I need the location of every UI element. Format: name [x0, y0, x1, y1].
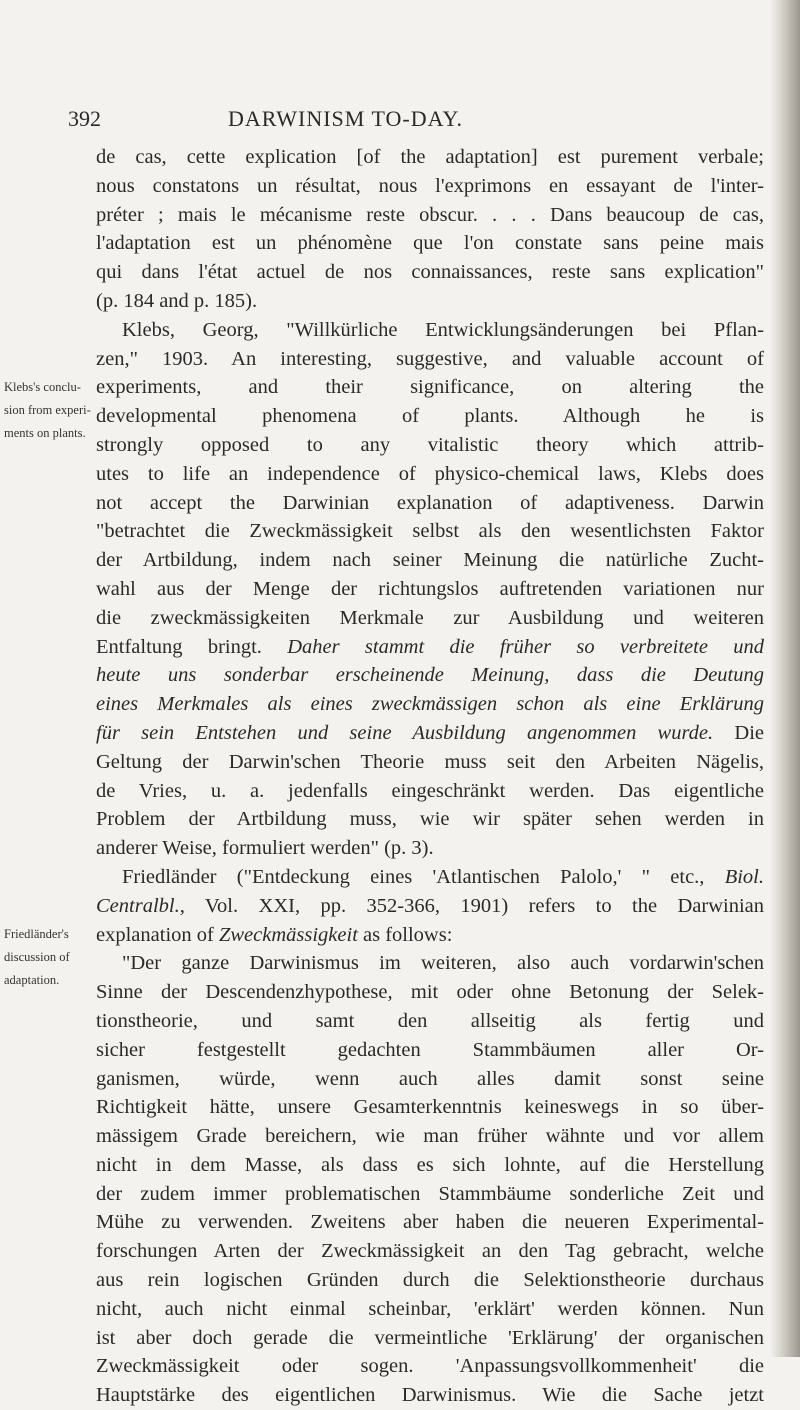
- text-line: (p. 184 and p. 185).: [96, 289, 258, 312]
- text-run: Entfaltung bringt.: [96, 635, 262, 658]
- text-line: Richtigkeit hätte, unsere Gesamterkenntnis keineswegs in so über-: [96, 1096, 764, 1119]
- margin-note-line: sion from experi-: [4, 403, 91, 417]
- text-line: de Vries, u. a. jedenfalls eingeschränkt werden. Das eigentliche: [96, 779, 764, 802]
- text-line: "betrachtet die Zweckmässigkeit selbst als den wesentlichsten Faktor: [96, 520, 764, 543]
- text-line: Zweckmässigkeit oder sogen. 'Anpassungsvollkommenheit' die: [96, 1355, 764, 1378]
- margin-note-line: Friedländer's: [4, 927, 69, 941]
- text-line: Sinne der Descendenzhypothese, mit oder ohne Betonung der Selek-: [96, 981, 764, 1004]
- text-line: mässigem Grade bereichern, wie man früher wähnte und vor allem: [96, 1125, 764, 1148]
- text-line: [96, 633, 764, 662]
- text-line: anderer Weise, formuliert werden" (p. 3).: [96, 837, 434, 860]
- page-header: [0, 100, 800, 140]
- text-line: utes to life an independence of physico-chemical laws, Klebs does: [96, 462, 764, 485]
- text-line: Hauptstärke des eigentlichen Darwinismus. Wie die Sache jetzt: [96, 1384, 764, 1407]
- page-number: 392: [68, 106, 101, 131]
- italic-term: Zweckmässigkeit: [218, 923, 358, 946]
- text-line: [96, 892, 764, 921]
- text-line: qui dans l'état actuel de nos connaissances, reste sans explication": [96, 261, 764, 284]
- running-title: DARWINISM TO-DAY.: [228, 106, 464, 131]
- margin-note-line: discussion of: [4, 950, 70, 964]
- text-line: Geltung der Darwin'schen Theorie muss seit den Arbeiten Nägelis,: [96, 750, 764, 773]
- text-line: strongly opposed to any vitalistic theory which attrib-: [96, 433, 764, 456]
- text-line: [96, 863, 764, 892]
- text-line: [96, 690, 764, 719]
- text-line: ist aber doch gerade die vermeintliche 'Erklärung' der organischen: [96, 1326, 764, 1349]
- margin-note-friedlander: [4, 923, 96, 992]
- text-line: aus rein logischen Gründen durch die Selektionstheorie durchaus: [96, 1269, 764, 1292]
- margin-note-line: Klebs's conclu-: [4, 380, 81, 394]
- journal-title: Centralbl.,: [96, 894, 185, 917]
- text-line: [96, 719, 764, 748]
- body-text: [96, 143, 764, 1410]
- journal-title: Biol.: [724, 865, 765, 888]
- italic-quote: für sein Entstehen und seine Ausbildung angenommen wurde.: [96, 721, 714, 744]
- text-line: der Artbildung, indem nach seiner Meinung die natürliche Zucht-: [96, 549, 764, 572]
- text-line: zen," 1903. An interesting, suggestive, and valuable account of: [96, 347, 764, 370]
- text-line: Klebs, Georg, "Willkürliche Entwicklungsänderungen bei Pflan-: [122, 318, 764, 341]
- text-line: wahl aus der Menge der richtungslos auftretenden variationen nur: [96, 577, 764, 600]
- text-line: experiments, and their significance, on altering the: [96, 376, 764, 399]
- italic-quote: Daher stammt die früher so verbreitete und: [287, 635, 764, 658]
- book-spine-shadow: [770, 0, 800, 1357]
- text-line: developmental phenomena of plants. Although he is: [96, 405, 764, 428]
- italic-quote: heute uns sonderbar erscheinende Meinung, dass die Deutung: [96, 664, 764, 687]
- text-line: de cas, cette explication [of the adaptation] est purement verbale;: [96, 146, 764, 168]
- text-line: sicher festgestellt gedachten Stammbäumen aller Or-: [96, 1038, 764, 1061]
- text-line: Mühe zu verwenden. Zweitens aber haben die neueren Experimental-: [96, 1211, 764, 1234]
- margin-note-line: ments on plants.: [4, 426, 86, 440]
- text-line: nicht, auch nicht einmal scheinbar, 'erklärt' werden können. Nun: [96, 1297, 764, 1320]
- text-run: Die: [734, 721, 764, 744]
- margin-note-line: adaptation.: [4, 973, 60, 987]
- text-line: l'adaptation est un phénomène que l'on constate sans peine mais: [96, 232, 764, 255]
- text-line: "Der ganze Darwinismus im weiteren, also auch vordarwin'schen: [122, 952, 764, 975]
- text-line: nicht in dem Masse, als dass es sich lohnte, auf die Herstellung: [96, 1153, 764, 1176]
- text-run: as follows:: [363, 923, 453, 946]
- text-line: nous constatons un résultat, nous l'exprimons en essayant de l'inter-: [96, 174, 764, 197]
- text-run: explanation of: [96, 923, 214, 946]
- text-line: ganismen, würde, wenn auch alles damit sonst seine: [96, 1067, 764, 1090]
- text-line: [96, 921, 764, 950]
- text-run: Friedländer ("Entdeckung eines 'Atlantischen Palolo,' " etc.,: [122, 865, 705, 888]
- text-line: préter ; mais le mécanisme reste obscur. . . . Dans beaucoup de cas,: [96, 203, 764, 226]
- text-line: not accept the Darwinian explanation of adaptiveness. Darwin: [96, 491, 764, 514]
- text-line: [96, 661, 764, 690]
- text-line: der zudem immer problematischen Stammbäume sonderliche Zeit und: [96, 1182, 764, 1205]
- text-line: forschungen Arten der Zweckmässigkeit an den Tag gebracht, welche: [96, 1240, 764, 1263]
- text-line: die zweckmässigkeiten Merkmale zur Ausbildung und weiteren: [96, 606, 764, 629]
- margin-note-klebs: [4, 376, 96, 445]
- text-run: Vol. XXI, pp. 352-366, 1901) refers to the Darwinian: [204, 894, 764, 917]
- text-line: tionstheorie, und samt den allseitig als fertig und: [96, 1009, 764, 1032]
- text-line: Problem der Artbildung muss, wie wir später sehen werden in: [96, 808, 764, 831]
- italic-quote: eines Merkmales als eines zweckmässigen schon als eine Erklärung: [96, 693, 764, 716]
